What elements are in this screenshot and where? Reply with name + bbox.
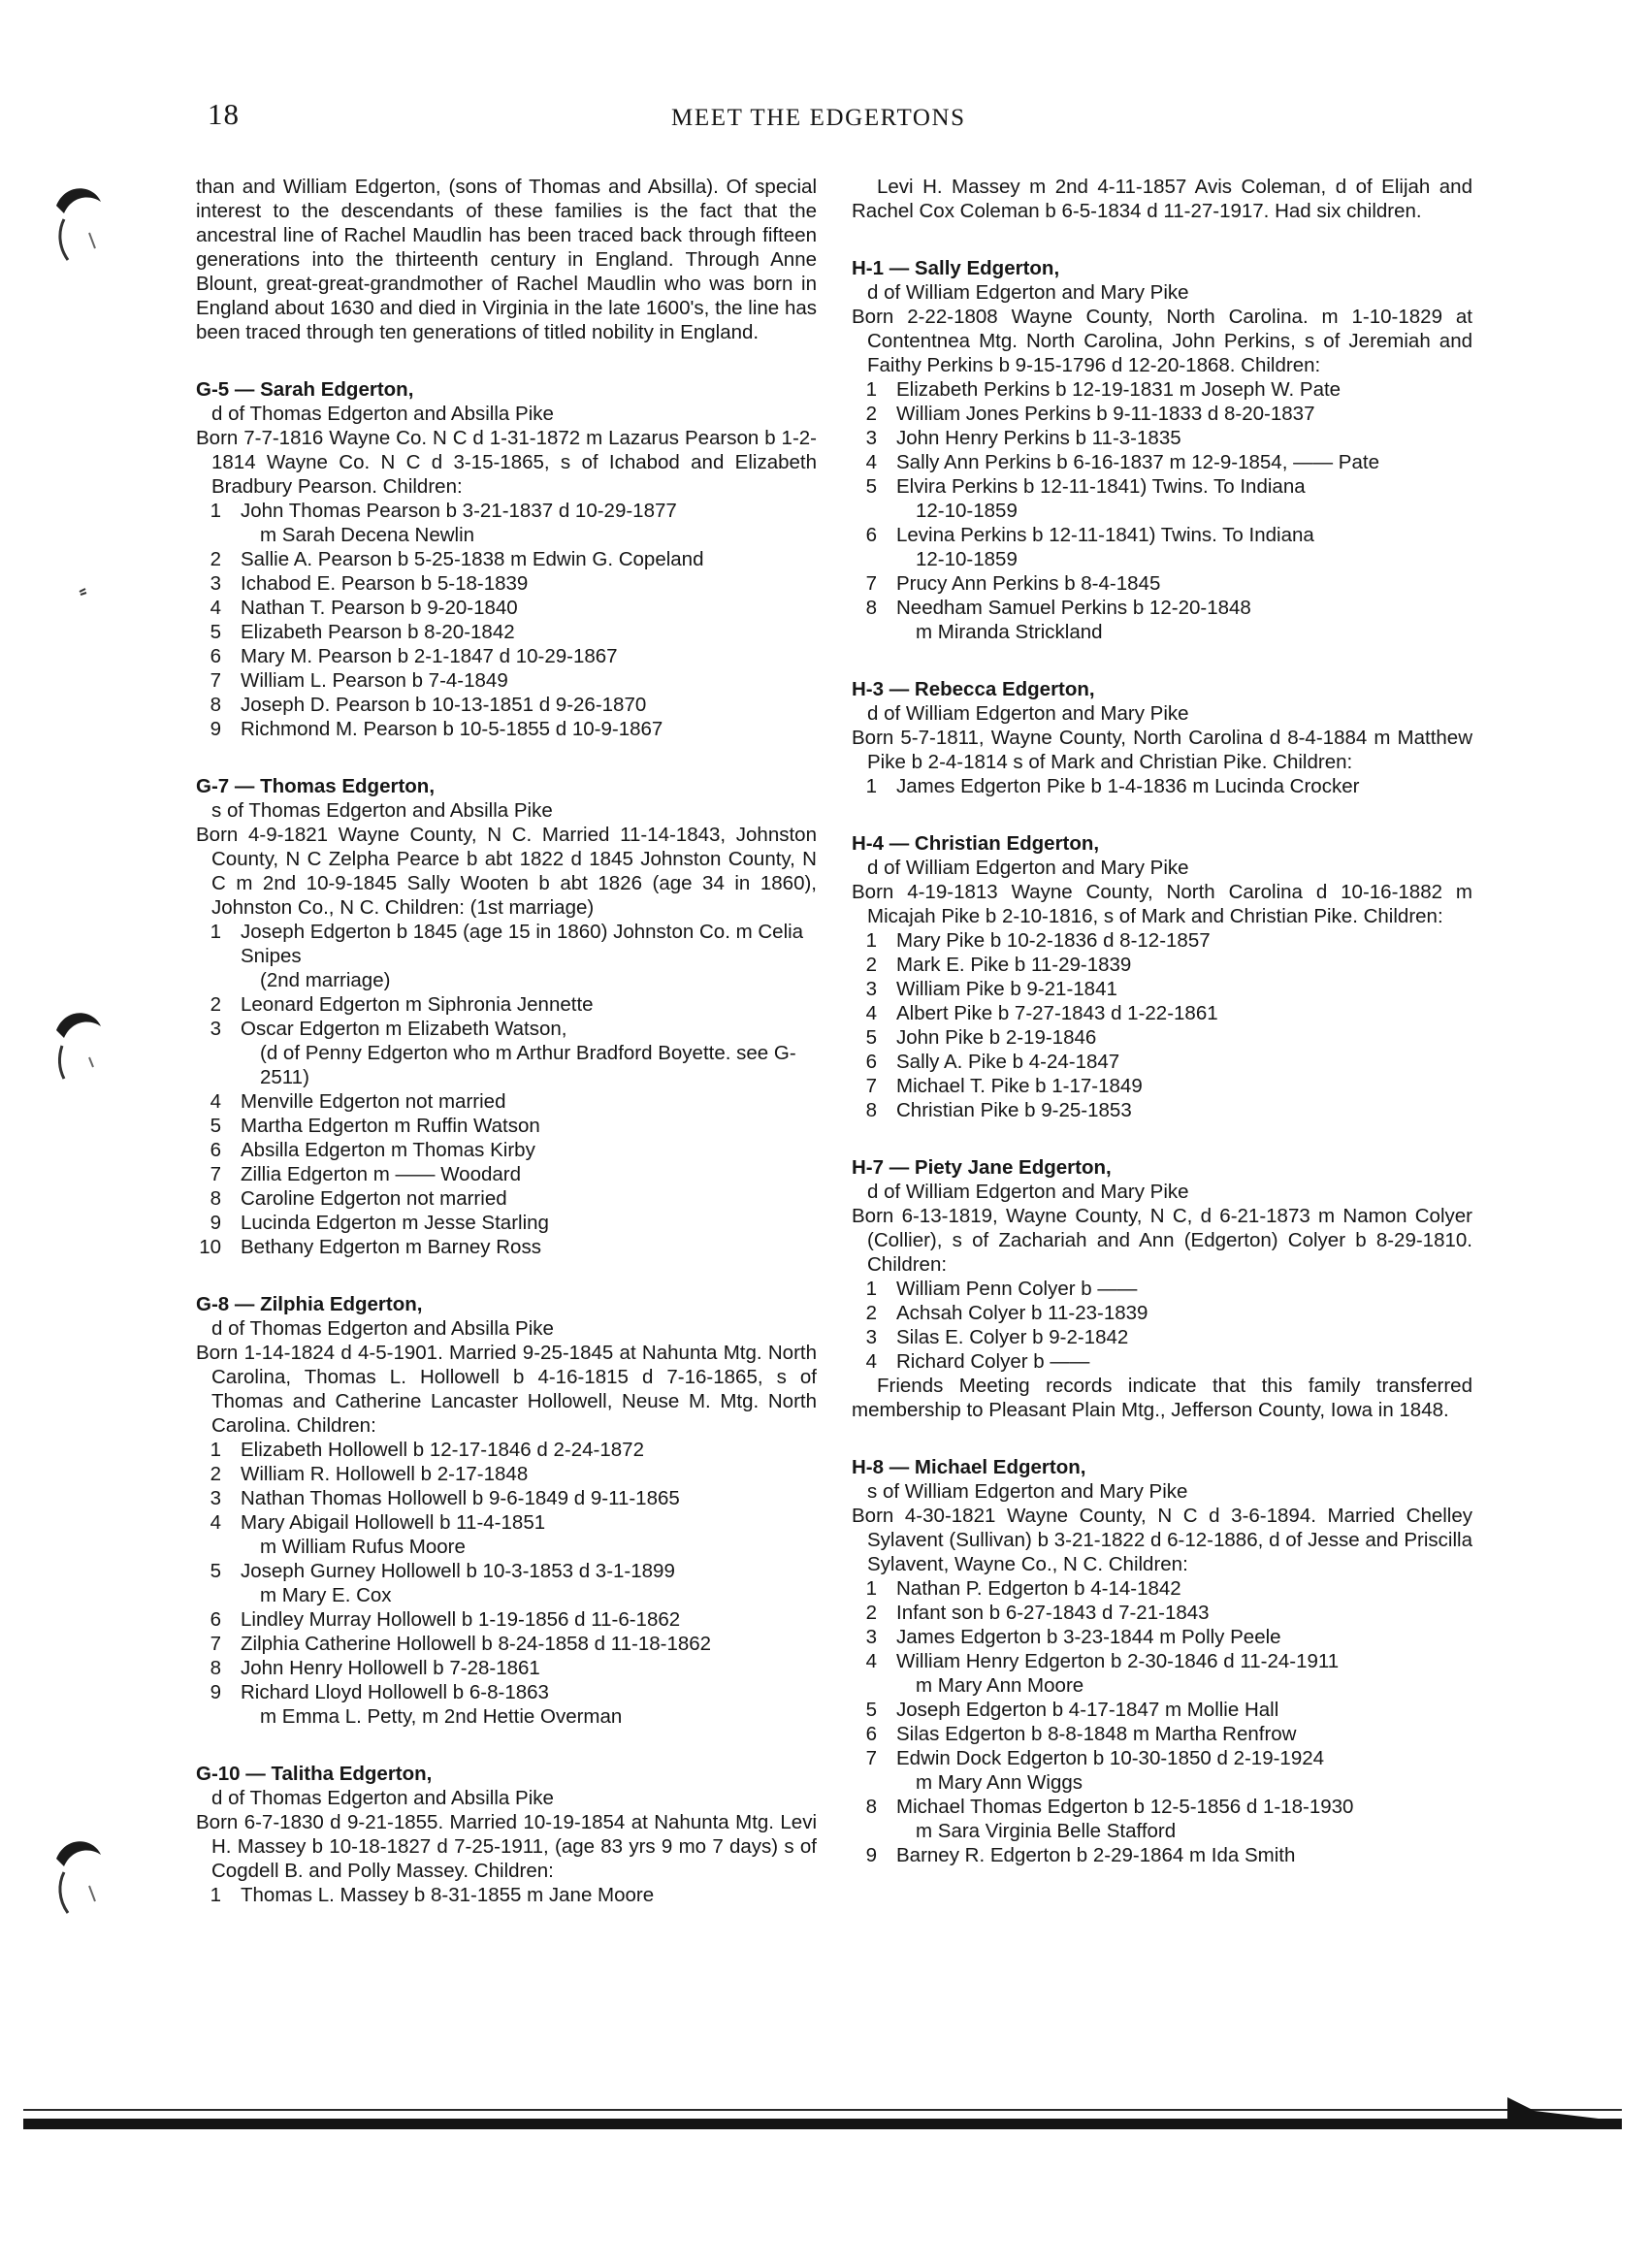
child-text: Levina Perkins b 12-11-1841) Twins. To Indiana xyxy=(896,524,1314,546)
footer-rule xyxy=(23,2119,1622,2129)
child-text: Ichabod E. Pearson b 5-18-1839 xyxy=(241,572,529,595)
child-entry xyxy=(852,1025,1472,1050)
record-parents: d of William Edgerton and Mary Pike xyxy=(867,857,1189,879)
record-heading: H-1 — Sally Edgerton, xyxy=(852,257,1060,279)
child-entry xyxy=(196,668,817,693)
child-number: 1 xyxy=(865,378,877,401)
record-heading: H-3 — Rebecca Edgerton, xyxy=(852,678,1095,700)
child-entry xyxy=(196,693,817,717)
child-entry xyxy=(196,644,817,668)
child-entry xyxy=(196,1632,817,1656)
child-text: Zillia Edgerton m —— Woodard xyxy=(241,1163,522,1185)
child-number: 5 xyxy=(210,621,221,643)
child-subline: m Sara Virginia Belle Stafford xyxy=(916,1820,1177,1842)
child-entry xyxy=(196,1462,817,1486)
child-entry xyxy=(196,1486,817,1510)
child-number: 6 xyxy=(210,645,221,667)
child-number: 3 xyxy=(865,978,877,1000)
child-number: 5 xyxy=(865,475,877,498)
child-text: Achsah Colyer b 11-23-1839 xyxy=(896,1302,1148,1324)
children-list xyxy=(852,1576,1472,1867)
child-entry xyxy=(852,1001,1472,1025)
child-subline: 12-10-1859 xyxy=(916,548,1018,570)
child-entry xyxy=(852,596,1472,644)
child-entry xyxy=(196,499,817,547)
record-body: Born 4-19-1813 Wayne County, North Carolina d 10-16-1882 m Micajah Pike b 2-10-1816, s of Mark and Christian Pike. Children: xyxy=(852,881,1472,927)
child-entry xyxy=(852,1050,1472,1074)
child-text: Mary Abigail Hollowell b 11-4-1851 xyxy=(241,1511,546,1534)
child-entry xyxy=(852,1795,1472,1843)
child-entry xyxy=(196,992,817,1017)
record-heading: H-8 — Michael Edgerton, xyxy=(852,1456,1086,1478)
family-record xyxy=(852,1455,1472,1867)
child-text: Christian Pike b 9-25-1853 xyxy=(896,1099,1132,1121)
child-subline: m Sarah Decena Newlin xyxy=(260,524,475,546)
child-number: 3 xyxy=(210,1487,221,1509)
punch-hole-mark-icon xyxy=(50,1005,105,1098)
child-entry xyxy=(852,1649,1472,1698)
record-body: Born 6-7-1830 d 9-21-1855. Married 10-19-1854 at Nahunta Mtg. Levi H. Massey b 10-18-1827 d 7-25-1911, (age 83 yrs 9 mo 7 days) s of Cogdell B. and Polly Massey. Children: xyxy=(196,1811,817,1882)
child-entry xyxy=(852,1301,1472,1325)
child-subline: m Emma L. Petty, m 2nd Hettie Overman xyxy=(260,1705,623,1728)
child-text: William Pike b 9-21-1841 xyxy=(896,978,1117,1000)
child-text: Infant son b 6-27-1843 d 7-21-1843 xyxy=(896,1602,1210,1624)
record-parents: d of William Edgerton and Mary Pike xyxy=(867,1181,1189,1203)
child-entry xyxy=(852,1698,1472,1722)
page-number: 18 xyxy=(208,97,240,131)
child-entry xyxy=(852,426,1472,450)
record-parents: d of William Edgerton and Mary Pike xyxy=(867,281,1189,304)
child-number: 4 xyxy=(210,1511,221,1534)
child-number: 8 xyxy=(865,597,877,619)
child-entry xyxy=(852,977,1472,1001)
child-text: Richard Colyer b —— xyxy=(896,1350,1090,1373)
child-entry xyxy=(196,547,817,571)
child-subline: m Miranda Strickland xyxy=(916,621,1103,643)
child-number: 2 xyxy=(865,1302,877,1324)
child-entry xyxy=(852,1625,1472,1649)
child-text: Sallie A. Pearson b 5-25-1838 m Edwin G. Copeland xyxy=(241,548,704,570)
child-text: Leonard Edgerton m Siphronia Jennette xyxy=(241,993,594,1016)
record-body: Born 7-7-1816 Wayne Co. N C d 1-31-1872 m Lazarus Pearson b 1-2-1814 Wayne Co. N C d 3-15-1865, s of Ichabod and Elizabeth Bradbury Pearson. Children: xyxy=(196,427,817,498)
child-subline: m William Rufus Moore xyxy=(260,1536,466,1558)
child-entry xyxy=(852,1349,1472,1374)
punch-hole-mark-icon xyxy=(50,180,105,274)
child-entry xyxy=(852,1325,1472,1349)
child-entry xyxy=(852,571,1472,596)
family-record xyxy=(196,1762,817,1907)
child-text: John Henry Perkins b 11-3-1835 xyxy=(896,427,1181,449)
child-number: 5 xyxy=(210,1560,221,1582)
child-text: Zilphia Catherine Hollowell b 8-24-1858 d 11-18-1862 xyxy=(241,1633,712,1655)
child-number: 1 xyxy=(210,500,221,522)
child-text: Elizabeth Hollowell b 12-17-1846 d 2-24-1872 xyxy=(241,1439,644,1461)
child-number: 8 xyxy=(210,694,221,716)
child-text: William Henry Edgerton b 2-30-1846 d 11-24-1911 xyxy=(896,1650,1340,1672)
child-text: Prucy Ann Perkins b 8-4-1845 xyxy=(896,572,1161,595)
record-note: Friends Meeting records indicate that this family transferred membership to Pleasant Plain Mtg., Jefferson County, Iowa in 1848. xyxy=(852,1375,1472,1421)
child-text: Barney R. Edgerton b 2-29-1864 m Ida Smith xyxy=(896,1844,1296,1866)
child-text: Oscar Edgerton m Elizabeth Watson, xyxy=(241,1018,567,1040)
children-list xyxy=(196,1883,817,1907)
child-entry xyxy=(196,571,817,596)
child-entry xyxy=(196,1883,817,1907)
child-number: 8 xyxy=(865,1099,877,1121)
child-entry xyxy=(196,1680,817,1729)
child-text: Edwin Dock Edgerton b 10-30-1850 d 2-19-1924 xyxy=(896,1747,1325,1769)
child-entry xyxy=(852,402,1472,426)
record-heading: G-8 — Zilphia Edgerton, xyxy=(196,1293,423,1315)
child-text: John Thomas Pearson b 3-21-1837 d 10-29-1877 xyxy=(241,500,677,522)
child-number: 8 xyxy=(210,1657,221,1679)
family-record xyxy=(852,256,1472,644)
child-entry xyxy=(852,1722,1472,1746)
child-entry xyxy=(196,596,817,620)
child-text: Needham Samuel Perkins b 12-20-1848 xyxy=(896,597,1251,619)
child-text: William Penn Colyer b —— xyxy=(896,1278,1138,1300)
child-number: 3 xyxy=(210,572,221,595)
family-record xyxy=(852,1155,1472,1422)
child-number: 2 xyxy=(865,403,877,425)
child-number: 5 xyxy=(865,1699,877,1721)
child-number: 7 xyxy=(210,1633,221,1655)
child-entry xyxy=(196,620,817,644)
child-text: Joseph Edgerton b 4-17-1847 m Mollie Hall xyxy=(896,1699,1279,1721)
child-subline: (2nd marriage) xyxy=(260,969,391,991)
child-number: 4 xyxy=(865,1002,877,1024)
child-text: Joseph D. Pearson b 10-13-1851 d 9-26-1870 xyxy=(241,694,647,716)
intro-paragraph: Levi H. Massey m 2nd 4-11-1857 Avis Coleman, d of Elijah and Rachel Cox Coleman b 6-5-1834 d 11-27-1917. Had six children. xyxy=(852,176,1472,222)
family-record xyxy=(196,377,817,741)
footer-thin-rule xyxy=(23,2109,1622,2111)
family-record xyxy=(852,831,1472,1122)
child-number: 4 xyxy=(210,597,221,619)
child-number: 4 xyxy=(210,1090,221,1113)
child-text: Mary Pike b 10-2-1836 d 8-12-1857 xyxy=(896,929,1211,952)
record-body: Born 6-13-1819, Wayne County, N C, d 6-21-1873 m Namon Colyer (Collier), s of Zachariah and Ann (Edgerton) Colyer b 8-29-1810. Children: xyxy=(852,1205,1472,1276)
child-number: 8 xyxy=(210,1187,221,1210)
child-text: James Edgerton Pike b 1-4-1836 m Lucinda Crocker xyxy=(896,775,1360,797)
child-number: 3 xyxy=(865,427,877,449)
child-text: Silas Edgerton b 8-8-1848 m Martha Renfrow xyxy=(896,1723,1297,1745)
child-number: 7 xyxy=(210,669,221,692)
child-text: Silas E. Colyer b 9-2-1842 xyxy=(896,1326,1129,1348)
family-record xyxy=(852,677,1472,798)
child-number: 3 xyxy=(865,1626,877,1648)
child-text: Bethany Edgerton m Barney Ross xyxy=(241,1236,541,1258)
family-record xyxy=(196,1292,817,1729)
child-entry xyxy=(196,717,817,741)
child-number: 5 xyxy=(865,1026,877,1049)
child-number: 4 xyxy=(865,451,877,473)
child-number: 2 xyxy=(865,954,877,976)
child-entry xyxy=(196,1089,817,1114)
family-record xyxy=(196,774,817,1259)
child-entry xyxy=(196,1607,817,1632)
child-entry xyxy=(852,1098,1472,1122)
child-text: Nathan T. Pearson b 9-20-1840 xyxy=(241,597,518,619)
record-body: Born 1-14-1824 d 4-5-1901. Married 9-25-1845 at Nahunta Mtg. North Carolina, Thomas L. Hollowell b 4-16-1815 d 7-16-1865, s of Thomas and Catherine Lancaster Hollowell, Neuse M. Mtg. North Carolina. Children: xyxy=(196,1342,817,1437)
child-entry xyxy=(196,1138,817,1162)
child-number: 7 xyxy=(865,1747,877,1769)
child-entry xyxy=(196,1559,817,1607)
child-entry xyxy=(852,377,1472,402)
children-list xyxy=(196,920,817,1259)
child-subline: m Mary Ann Wiggs xyxy=(916,1771,1083,1794)
child-number: 9 xyxy=(210,1681,221,1703)
child-number: 9 xyxy=(210,718,221,740)
child-text: Elizabeth Pearson b 8-20-1842 xyxy=(241,621,515,643)
child-number: 6 xyxy=(210,1139,221,1161)
child-entry xyxy=(196,920,817,992)
child-number: 7 xyxy=(865,1075,877,1097)
child-entry xyxy=(852,1843,1472,1867)
intro-paragraph: than and William Edgerton, (sons of Thomas and Absilla). Of special interest to the descendants of these families is the fact that the ancestral line of Rachel Maudlin has been traced back through fifteen generations into the thirteenth century in England. Through Anne Blount, great-great-grandmother of Rachel Maudlin who was born in England about 1630 and died in Virginia in the late 1600's, the line has been traced through ten generations of titled nobility in England. xyxy=(196,176,817,343)
child-text: Menville Edgerton not married xyxy=(241,1090,506,1113)
child-number: 3 xyxy=(210,1018,221,1040)
child-entry xyxy=(196,1656,817,1680)
child-number: 2 xyxy=(865,1602,877,1624)
child-text: Elvira Perkins b 12-11-1841) Twins. To Indiana xyxy=(896,475,1306,498)
child-text: John Henry Hollowell b 7-28-1861 xyxy=(241,1657,540,1679)
children-list xyxy=(852,377,1472,644)
punch-hole-mark-icon xyxy=(50,1833,105,1927)
child-text: Sally Ann Perkins b 6-16-1837 m 12-9-1854, —— Pate xyxy=(896,451,1379,473)
record-body: Born 4-9-1821 Wayne County, N C. Married 11-14-1843, Johnston County, N C Zelpha Pearce b abt 1822 d 1845 Johnston County, N C m 2nd 10-9-1845 Sally Wooten b abt 1826 (age 34 in 1860), Johnston Co., N C. Children: (1st marriage) xyxy=(196,824,817,919)
record-body: Born 5-7-1811, Wayne County, North Carolina d 8-4-1884 m Matthew Pike b 2-4-1814 s of Mark and Christian Pike. Children: xyxy=(852,727,1472,773)
child-entry xyxy=(852,450,1472,474)
child-entry xyxy=(196,1235,817,1259)
children-list xyxy=(196,499,817,741)
record-heading: H-4 — Christian Edgerton, xyxy=(852,832,1100,855)
child-text: Absilla Edgerton m Thomas Kirby xyxy=(241,1139,535,1161)
record-heading: G-10 — Talitha Edgerton, xyxy=(196,1763,433,1785)
child-entry xyxy=(196,1211,817,1235)
scan-edge-arrow-icon xyxy=(1505,2090,1602,2122)
child-text: Richard Lloyd Hollowell b 6-8-1863 xyxy=(241,1681,549,1703)
child-text: William L. Pearson b 7-4-1849 xyxy=(241,669,508,692)
child-text: Nathan P. Edgerton b 4-14-1842 xyxy=(896,1577,1181,1600)
child-entry xyxy=(852,474,1472,523)
child-text: Caroline Edgerton not married xyxy=(241,1187,507,1210)
child-number: 6 xyxy=(865,524,877,546)
record-heading: H-7 — Piety Jane Edgerton, xyxy=(852,1156,1112,1179)
child-number: 2 xyxy=(210,993,221,1016)
child-number: 4 xyxy=(865,1350,877,1373)
child-number: 1 xyxy=(210,921,221,943)
children-list xyxy=(196,1438,817,1729)
record-parents: s of William Edgerton and Mary Pike xyxy=(867,1480,1188,1503)
child-entry xyxy=(196,1186,817,1211)
speck-icon xyxy=(78,586,91,598)
record-parents: d of Thomas Edgerton and Absilla Pike xyxy=(211,1317,554,1340)
child-number: 1 xyxy=(865,929,877,952)
child-number: 7 xyxy=(865,572,877,595)
child-number: 6 xyxy=(210,1608,221,1631)
child-text: Lucinda Edgerton m Jesse Starling xyxy=(241,1212,549,1234)
child-entry xyxy=(852,953,1472,977)
child-text: Martha Edgerton m Ruffin Watson xyxy=(241,1115,540,1137)
child-entry xyxy=(852,523,1472,571)
child-entry xyxy=(852,1601,1472,1625)
child-text: John Pike b 2-19-1846 xyxy=(896,1026,1097,1049)
child-text: Sally A. Pike b 4-24-1847 xyxy=(896,1051,1120,1073)
child-number: 3 xyxy=(865,1326,877,1348)
record-parents: d of Thomas Edgerton and Absilla Pike xyxy=(211,1787,554,1809)
child-number: 2 xyxy=(210,548,221,570)
record-parents: d of William Edgerton and Mary Pike xyxy=(867,702,1189,725)
child-entry xyxy=(196,1438,817,1462)
child-number: 1 xyxy=(865,775,877,797)
child-entry xyxy=(852,928,1472,953)
child-number: 10 xyxy=(199,1236,221,1258)
child-text: Michael T. Pike b 1-17-1849 xyxy=(896,1075,1143,1097)
child-number: 1 xyxy=(210,1884,221,1906)
child-subline: m Mary Ann Moore xyxy=(916,1674,1084,1697)
child-text: Michael Thomas Edgerton b 12-5-1856 d 1-18-1930 xyxy=(896,1796,1354,1818)
record-parents: s of Thomas Edgerton and Absilla Pike xyxy=(211,799,553,822)
child-entry xyxy=(852,1277,1472,1301)
child-entry xyxy=(196,1510,817,1559)
child-subline: m Mary E. Cox xyxy=(260,1584,392,1606)
child-text: Joseph Gurney Hollowell b 10-3-1853 d 3-1-1899 xyxy=(241,1560,675,1582)
record-body: Born 4-30-1821 Wayne County, N C d 3-6-1894. Married Chelley Sylavent (Sullivan) b 3-21-1822 d 6-12-1886, d of Jesse and Priscilla Sylavent, Wayne Co., N C. Children: xyxy=(852,1505,1472,1575)
children-list xyxy=(852,1277,1472,1374)
child-text: Elizabeth Perkins b 12-19-1831 m Joseph W. Pate xyxy=(896,378,1342,401)
children-list xyxy=(852,928,1472,1122)
running-head: MEET THE EDGERTONS xyxy=(671,105,966,131)
right-column xyxy=(852,175,1472,1867)
child-number: 1 xyxy=(865,1278,877,1300)
child-text: Lindley Murray Hollowell b 1-19-1856 d 11-6-1862 xyxy=(241,1608,681,1631)
left-column xyxy=(196,175,817,1907)
child-number: 1 xyxy=(865,1577,877,1600)
child-text: Mark E. Pike b 11-29-1839 xyxy=(896,954,1132,976)
child-text: Thomas L. Massey b 8-31-1855 m Jane Moore xyxy=(241,1884,655,1906)
child-number: 7 xyxy=(210,1163,221,1185)
child-number: 2 xyxy=(210,1463,221,1485)
child-subline: (d of Penny Edgerton who m Arthur Bradford Boyette. see G-2511) xyxy=(260,1042,796,1088)
record-heading: G-7 — Thomas Edgerton, xyxy=(196,775,436,797)
record-parents: d of Thomas Edgerton and Absilla Pike xyxy=(211,403,554,425)
child-entry xyxy=(852,1576,1472,1601)
child-number: 6 xyxy=(865,1723,877,1745)
child-subline: 12-10-1859 xyxy=(916,500,1018,522)
children-list xyxy=(852,774,1472,798)
child-number: 9 xyxy=(865,1844,877,1866)
child-number: 9 xyxy=(210,1212,221,1234)
child-text: William R. Hollowell b 2-17-1848 xyxy=(241,1463,529,1485)
child-number: 8 xyxy=(865,1796,877,1818)
child-text: Albert Pike b 7-27-1843 d 1-22-1861 xyxy=(896,1002,1218,1024)
child-number: 1 xyxy=(210,1439,221,1461)
child-text: Joseph Edgerton b 1845 (age 15 in 1860) Johnston Co. m Celia Snipes xyxy=(241,921,804,967)
child-text: William Jones Perkins b 9-11-1833 d 8-20-1837 xyxy=(896,403,1315,425)
child-entry xyxy=(852,1074,1472,1098)
child-text: Nathan Thomas Hollowell b 9-6-1849 d 9-11-1865 xyxy=(241,1487,680,1509)
child-text: Mary M. Pearson b 2-1-1847 d 10-29-1867 xyxy=(241,645,618,667)
child-text: Richmond M. Pearson b 10-5-1855 d 10-9-1867 xyxy=(241,718,663,740)
child-text: James Edgerton b 3-23-1844 m Polly Peele xyxy=(896,1626,1281,1648)
child-entry xyxy=(196,1114,817,1138)
record-heading: G-5 — Sarah Edgerton, xyxy=(196,378,414,401)
child-entry xyxy=(196,1017,817,1089)
child-number: 5 xyxy=(210,1115,221,1137)
child-number: 4 xyxy=(865,1650,877,1672)
record-body: Born 2-22-1808 Wayne County, North Carolina. m 1-10-1829 at Contentnea Mtg. North Carolina, John Perkins, s of Jeremiah and Faithy Perkins b 9-15-1796 d 12-20-1868. Children: xyxy=(852,306,1472,376)
child-entry xyxy=(852,774,1472,798)
child-entry xyxy=(852,1746,1472,1795)
child-number: 6 xyxy=(865,1051,877,1073)
child-entry xyxy=(196,1162,817,1186)
